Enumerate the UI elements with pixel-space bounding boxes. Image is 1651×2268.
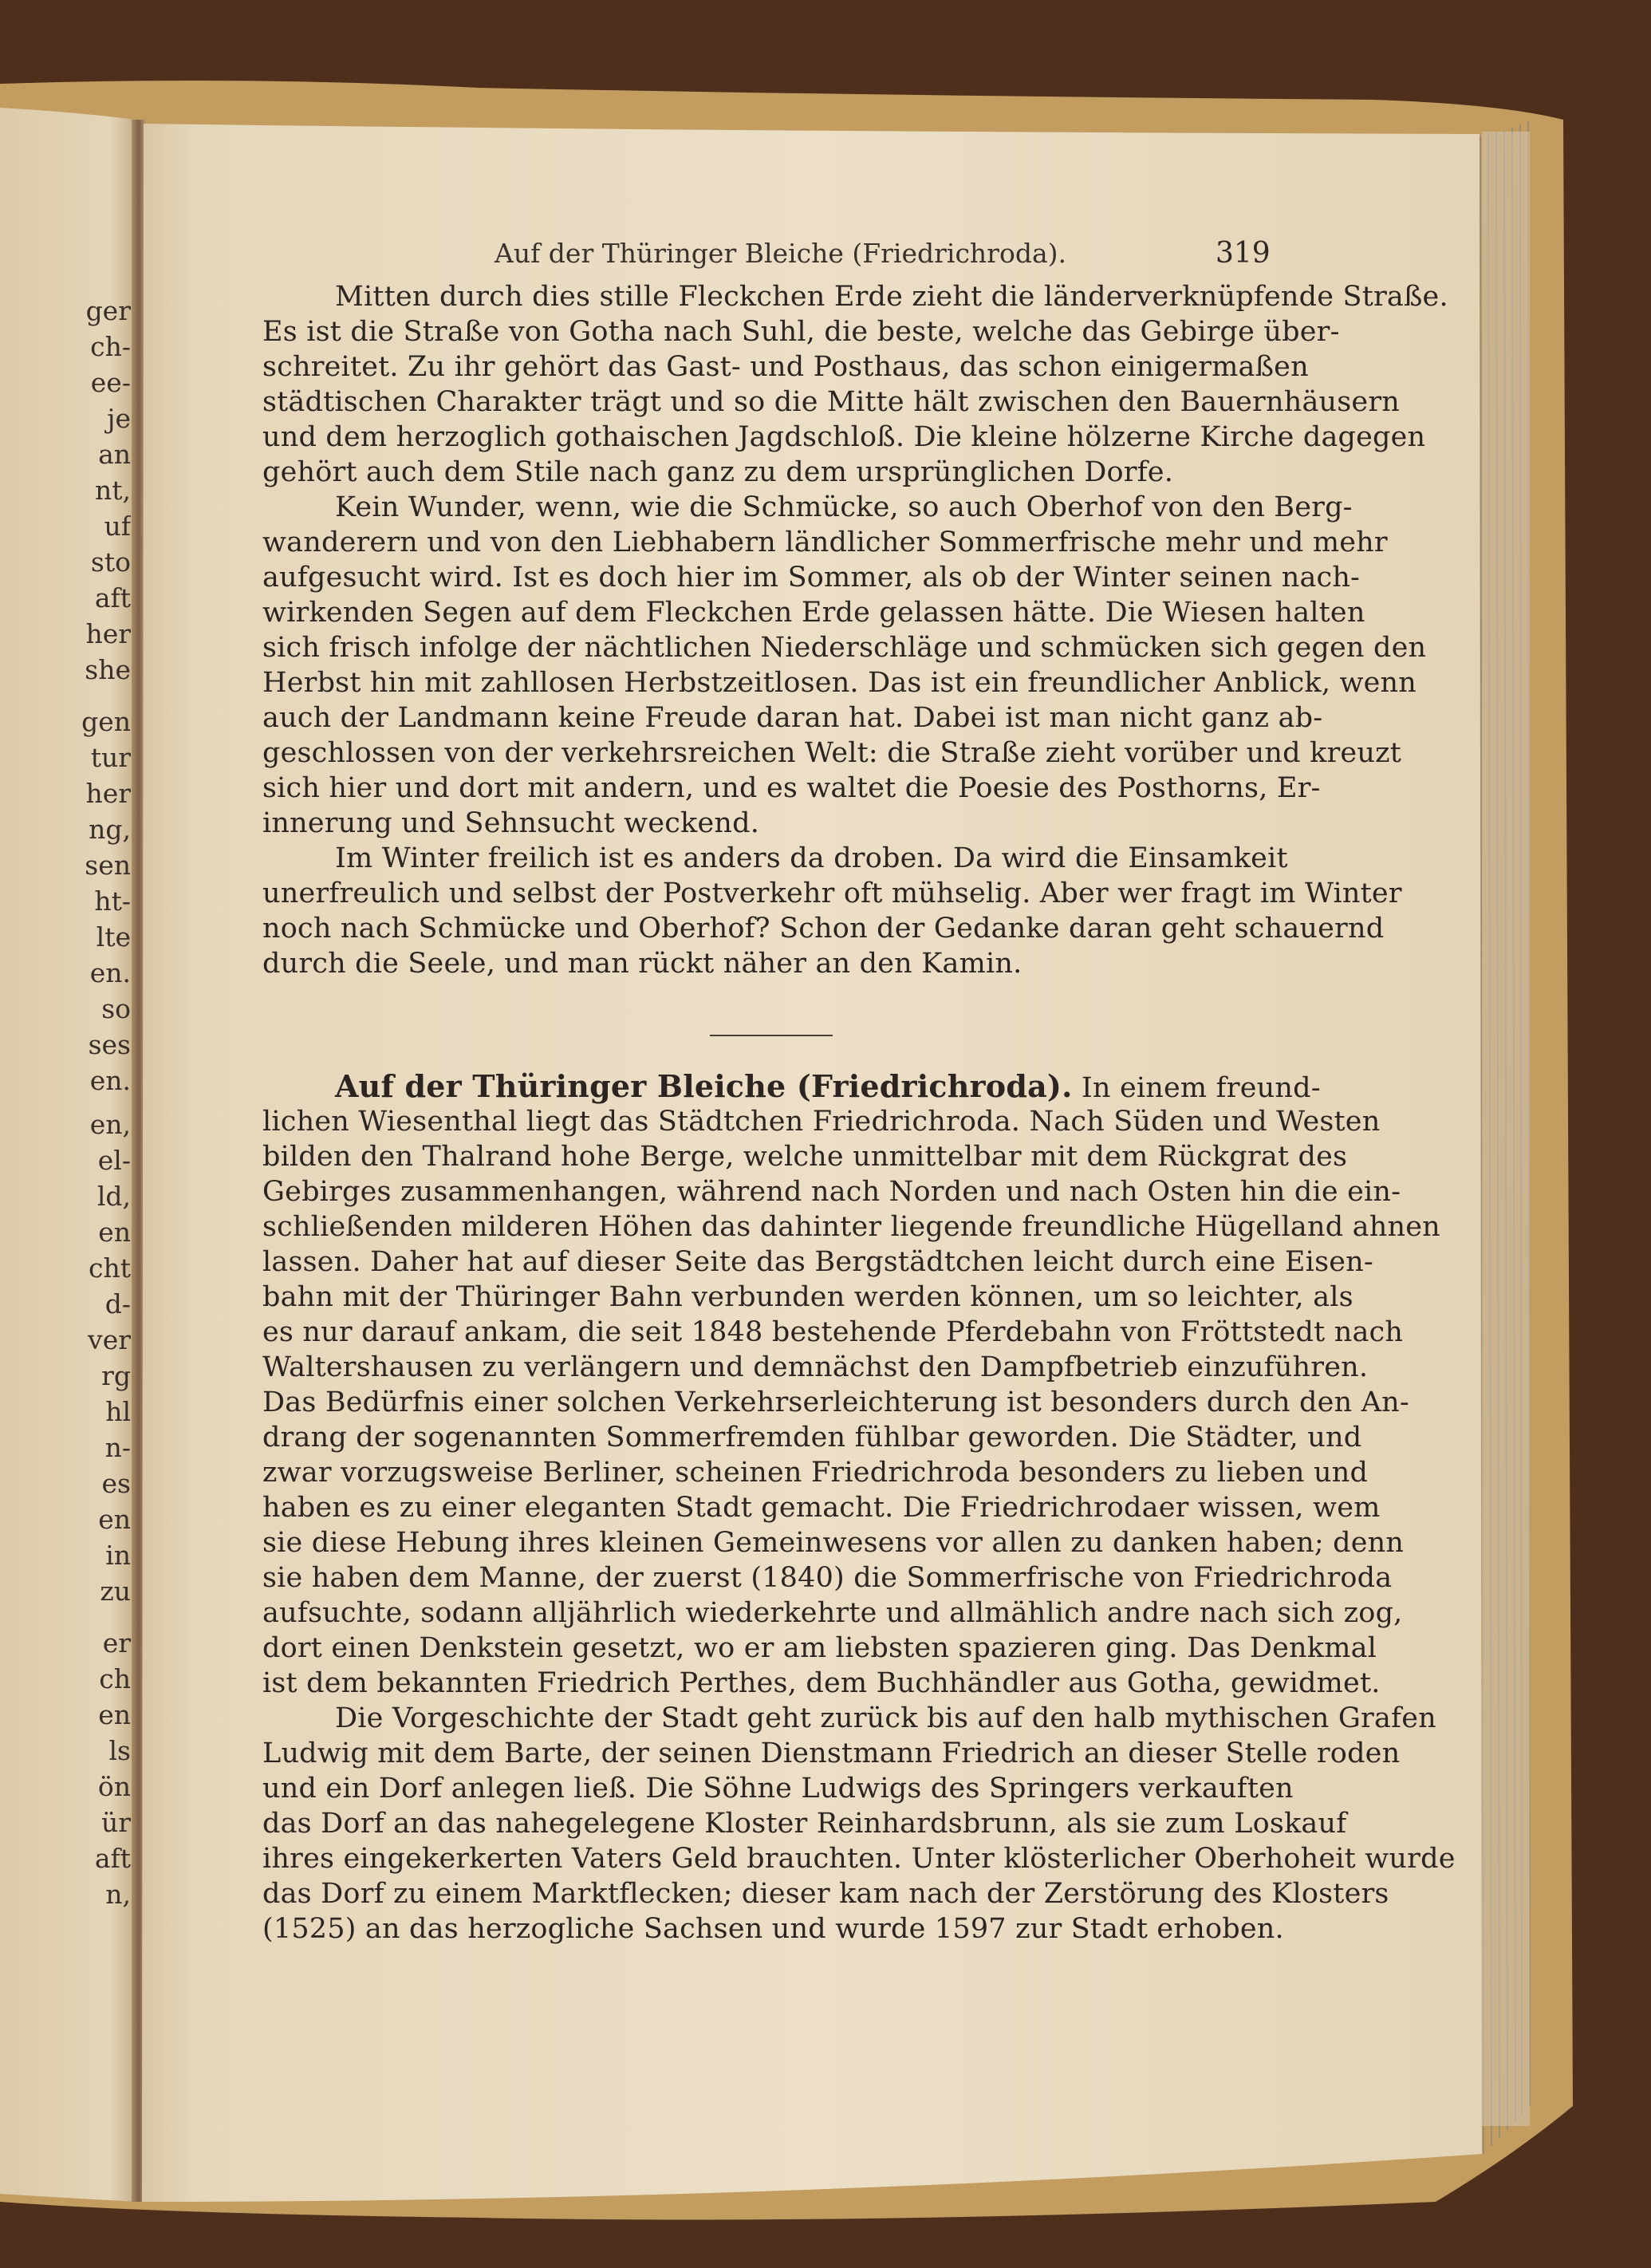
text-line: dort einen Denkstein gesetzt, wo er am liebsten spazieren ging. Das Denkmal (262, 1632, 1377, 1664)
text-line: aufsuchte, sodann alljährlich wiederkehrte und allmählich andre nach sich zog, (262, 1597, 1403, 1629)
left-page-fragment: zu (100, 1576, 131, 1607)
text-line-rest: In einem freund- (1081, 1072, 1321, 1104)
text-line: schreitet. Zu ihr gehört das Gast- und Posthaus, das schon einigermaßen (262, 351, 1309, 383)
left-page-fragment: ht- (94, 886, 131, 917)
text-line: aufgesucht wird. Ist es doch hier im Sommer, als ob der Winter seinen nach- (262, 562, 1361, 594)
left-page-fragment: rg (101, 1360, 131, 1391)
text-line: innerung und Sehnsucht weckend. (262, 807, 760, 839)
left-page-fragment: tur (90, 742, 131, 773)
text-line: bahn mit der Thüringer Bahn verbunden werden können, um so leichter, als (262, 1281, 1354, 1313)
text-line: Mitten durch dies stille Fleckchen Erde zieht die länderverknüpfende Straße. (335, 281, 1448, 313)
left-page-fragment: lte (96, 921, 131, 953)
left-page-fragment: in (105, 1540, 131, 1571)
text-line: wanderern und von den Liebhabern ländlicher Sommerfrische mehr und mehr (262, 527, 1388, 558)
text-line: Das Bedürfnis einer solchen Verkehrserleichterung ist besonders durch den An- (262, 1386, 1409, 1418)
text-line: Es ist die Straße von Gotha nach Suhl, die beste, welche das Gebirge über- (262, 316, 1340, 348)
text-line: sie diese Hebung ihres kleinen Gemeinwesens vor allen zu danken haben; denn (262, 1527, 1405, 1559)
left-page-fragment: uf (104, 511, 131, 542)
text-line: sie haben dem Manne, der zuerst (1840) die Sommerfrische von Friedrichroda (262, 1562, 1393, 1594)
left-page-fragment: ee- (90, 367, 131, 398)
left-page-fragment: aft (94, 582, 131, 613)
left-page-fragment: nt, (94, 475, 131, 506)
left-page-fragment: ver (88, 1324, 131, 1355)
text-line: es nur darauf ankam, die seit 1848 bestehende Pferdebahn von Fröttstedt nach (262, 1316, 1404, 1348)
left-page-fragment: an (98, 439, 131, 470)
page-number: 319 (1216, 237, 1271, 270)
text-line: und dem herzoglich gothaischen Jagdschloß. Die kleine hölzerne Kirche dagegen (262, 421, 1426, 453)
left-page-fragment: so (101, 993, 131, 1024)
left-page-fragment: en (98, 1217, 131, 1248)
left-page-fragment: ger (85, 295, 131, 326)
text-line: Gebirges zusammenhangen, während nach Norden und nach Osten hin die ein- (262, 1176, 1401, 1208)
left-page-fragment: ls (108, 1735, 131, 1766)
text-line: ihres eingekerkerten Vaters Geld brauchten. Unter klösterlicher Oberhoheit wurde (262, 1843, 1456, 1875)
section-heading-line (335, 1069, 1321, 1106)
left-page-fragment: n- (104, 1432, 131, 1463)
left-page-fragment: er (102, 1627, 131, 1659)
text-line: noch nach Schmücke und Oberhof? Schon der Gedanke daran geht schauernd (262, 913, 1385, 945)
text-line: Ludwig mit dem Barte, der seinen Dienstmann Friedrich an dieser Stelle roden (262, 1737, 1401, 1769)
left-page-fragment: en, (89, 1109, 131, 1140)
text-line: unerfreulich und selbst der Postverkehr oft mühselig. Aber wer fragt im Winter (262, 878, 1402, 909)
left-page-fragment: cht (89, 1252, 131, 1284)
left-page-fragment: her (85, 778, 131, 809)
text-line: ist dem bekannten Friedrich Perthes, dem Buchhändler aus Gotha, gewidmet. (262, 1667, 1381, 1699)
left-page-fragment: en (98, 1504, 131, 1535)
running-head: Auf der Thüringer Bleiche (Friedrichroda). (495, 238, 1066, 269)
text-line: bilden den Thalrand hohe Berge, welche unmittelbar mit dem Rückgrat des (262, 1141, 1348, 1173)
text-line: wirkenden Segen auf dem Fleckchen Erde gelassen hätte. Die Wiesen halten (262, 597, 1365, 629)
text-line: Kein Wunder, wenn, wie die Schmücke, so auch Oberhof von den Berg- (335, 491, 1353, 523)
text-line: auch der Landmann keine Freude daran hat. Dabei ist man nicht ganz ab- (262, 702, 1323, 734)
section-heading: Auf der Thüringer Bleiche (Friedrichroda). (335, 1068, 1073, 1104)
left-page-fragment: ses (88, 1029, 131, 1060)
text-line: zwar vorzugsweise Berliner, scheinen Friedrichroda besonders zu lieben und (262, 1457, 1369, 1489)
left-page-fragment: she (85, 654, 131, 685)
left-page-fragment: gen (81, 706, 131, 737)
left-page-fragment: d- (104, 1288, 131, 1319)
text-line: Waltershausen zu verlängern und demnächst den Dampfbetrieb einzuführen. (262, 1351, 1369, 1383)
left-page-fragment: en (98, 1699, 131, 1730)
left-page-fragment: her (85, 618, 131, 649)
left-page-fragment: ch (99, 1663, 131, 1694)
text-line: haben es zu einer eleganten Stadt gemacht. Die Friedrichrodaer wissen, wem (262, 1492, 1381, 1524)
left-page-fragment: ön (97, 1771, 131, 1802)
left-page-fragment: ld, (97, 1181, 131, 1212)
left-page-fragment: aft (94, 1843, 131, 1874)
text-line: durch die Seele, und man rückt näher an den Kamin. (262, 948, 1023, 980)
text-line: lassen. Daher hat auf dieser Seite das Bergstädtchen leicht durch eine Eisen- (262, 1246, 1373, 1278)
left-page-fragment: je (107, 403, 131, 434)
text-line: Die Vorgeschichte der Stadt geht zurück bis auf den halb mythischen Grafen (335, 1702, 1436, 1734)
left-page-fragment: ür (100, 1807, 131, 1838)
left-page-fragment: ch- (90, 331, 131, 362)
left-page-fragment: sen (85, 850, 131, 881)
left-page-fragment: hl (105, 1396, 131, 1427)
text-line: gehört auch dem Stile nach ganz zu dem ursprünglichen Dorfe. (262, 456, 1174, 488)
text-line: drang der sogenannten Sommerfremden fühlbar geworden. Die Städter, und (262, 1422, 1362, 1453)
left-page-fragment: en. (89, 1065, 131, 1096)
left-page-fragment: n, (105, 1879, 131, 1910)
text-line: sich frisch infolge der nächtlichen Niederschläge und schmücken sich gegen den (262, 632, 1427, 664)
left-page-fragment: el- (97, 1145, 131, 1176)
text-line: lichen Wiesenthal liegt das Städtchen Friedrichroda. Nach Süden und Westen (262, 1106, 1381, 1138)
text-line: schließenden milderen Höhen das dahinter liegende freundliche Hügelland ahnen (262, 1211, 1440, 1243)
text-line: und ein Dorf anlegen ließ. Die Söhne Ludwigs des Springers verkauften (262, 1773, 1294, 1805)
text-line: Im Winter freilich ist es anders da droben. Da wird die Einsamkeit (335, 842, 1288, 874)
text-line: geschlossen von der verkehrsreichen Welt: die Straße zieht vorüber und kreuzt (262, 737, 1401, 769)
left-page-fragment: es (101, 1468, 131, 1499)
text-line: Herbst hin mit zahllosen Herbstzeitlosen. Das ist ein freundlicher Anblick, wenn (262, 667, 1417, 699)
text-line: städtischen Charakter trägt und so die Mitte hält zwischen den Bauernhäusern (262, 386, 1401, 418)
left-page-fragment: sto (90, 546, 131, 578)
text-line: das Dorf an das nahegelegene Kloster Reinhardsbrunn, als sie zum Loskauf (262, 1808, 1347, 1840)
left-page-fragment: en. (89, 957, 131, 988)
text-line: sich hier und dort mit andern, und es waltet die Poesie des Posthorns, Er- (262, 772, 1321, 804)
text-line: das Dorf zu einem Marktflecken; dieser kam nach der Zerstörung des Klosters (262, 1878, 1389, 1910)
left-page-fragment: ng, (89, 814, 131, 845)
text-line: (1525) an das herzogliche Sachsen und wurde 1597 zur Stadt erhoben. (262, 1913, 1284, 1945)
